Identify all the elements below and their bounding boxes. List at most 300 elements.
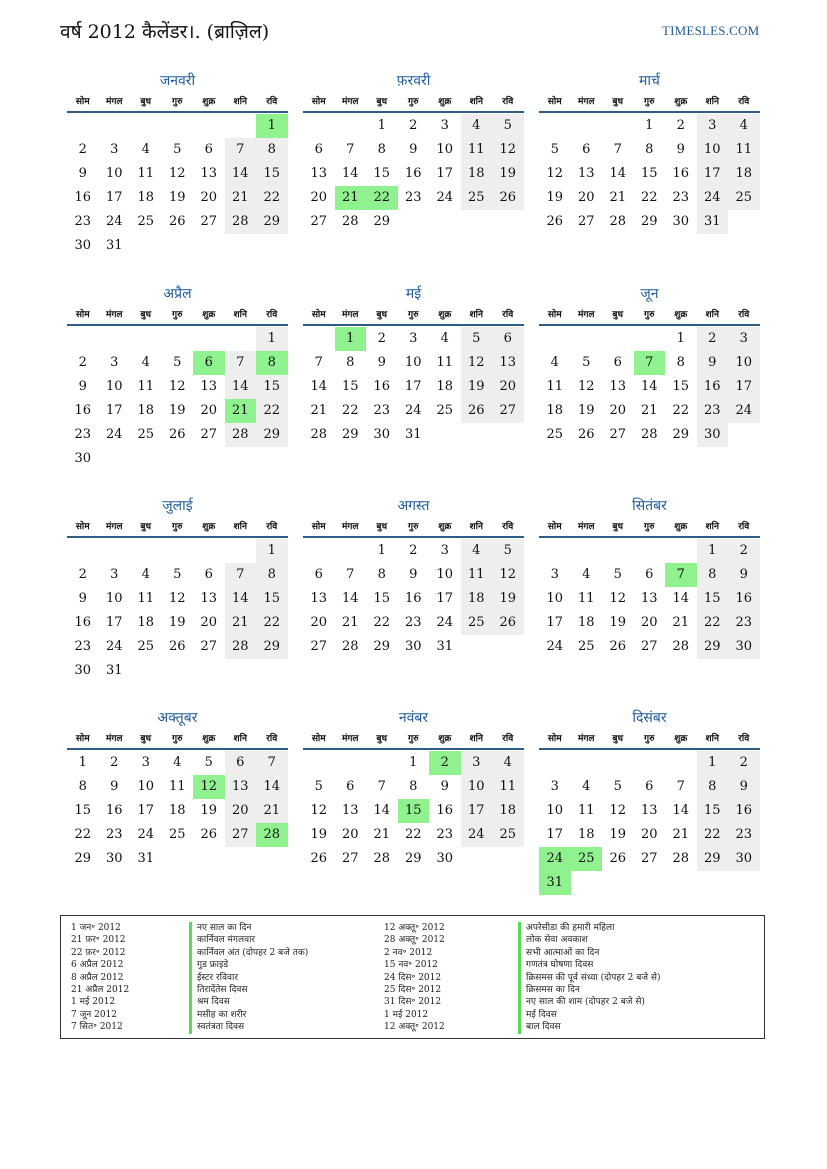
weekday-header: शुक्र <box>438 734 452 744</box>
weekday-header: रवि <box>502 734 514 744</box>
weekday-header: बुध <box>376 522 388 532</box>
day-cell: 8 <box>409 779 418 794</box>
day-cell: 27 <box>640 639 658 654</box>
weekday-header: रवि <box>738 522 750 532</box>
day-cell: 11 <box>577 591 595 606</box>
day-cell: 1 <box>697 539 729 563</box>
day-cell: 9 <box>110 779 119 794</box>
month-name: अप्रैल <box>163 286 192 302</box>
day-cell: 19 <box>492 162 524 186</box>
weekday-header: रवि <box>266 310 278 320</box>
day-cell: 15 <box>74 803 92 818</box>
holiday-legend <box>60 915 765 1039</box>
day-cell: 4 <box>440 331 449 346</box>
day-cell: 12 <box>492 138 524 162</box>
day-cell: 14 <box>341 591 359 606</box>
day-cell: 30 <box>74 451 92 466</box>
day-cell: 16 <box>697 375 729 399</box>
weekday-header: रवि <box>738 310 750 320</box>
holiday-day-cell: 22 <box>366 186 398 210</box>
month-name: अक्तूबर <box>157 710 198 726</box>
day-cell: 19 <box>310 827 328 842</box>
day-cell: 4 <box>492 751 524 775</box>
holiday-day-cell: 7 <box>665 563 697 587</box>
day-cell: 3 <box>409 331 418 346</box>
day-cell: 25 <box>577 639 595 654</box>
day-cell: 1 <box>377 543 386 558</box>
day-cell: 23 <box>74 427 92 442</box>
day-cell: 22 <box>341 403 359 418</box>
weekday-header: सोम <box>547 97 562 107</box>
day-cell: 11 <box>436 355 454 370</box>
day-cell: 27 <box>577 214 595 229</box>
month-name: जनवरी <box>159 73 196 89</box>
day-cell: 26 <box>461 399 493 423</box>
legend-date: 31 दिस॰ 2012 <box>384 997 442 1008</box>
day-cell: 17 <box>105 615 123 630</box>
legend-holiday-name: लोक सेवा अवकाश <box>518 934 588 946</box>
day-cell: 25 <box>461 186 493 210</box>
weekday-header: बुध <box>140 310 152 320</box>
day-cell: 12 <box>168 166 186 181</box>
day-cell: 26 <box>168 214 186 229</box>
day-cell: 8 <box>377 142 386 157</box>
day-cell: 4 <box>141 142 150 157</box>
day-cell: 4 <box>173 755 182 770</box>
weekday-header: शनि <box>705 310 719 320</box>
day-cell: 14 <box>310 379 328 394</box>
legend-holiday-name: अपरेसीडा की हमारी महिला <box>518 922 615 934</box>
day-cell: 3 <box>110 567 119 582</box>
day-cell: 10 <box>137 779 155 794</box>
day-cell: 30 <box>672 214 690 229</box>
day-cell: 16 <box>404 591 422 606</box>
legend-holiday-name: गणतंत्र घोषणा दिवस <box>518 959 593 971</box>
weekday-header: मंगल <box>341 522 359 532</box>
month-name: नवंबर <box>398 710 429 726</box>
day-cell: 6 <box>225 751 257 775</box>
month-name: दिसंबर <box>632 710 667 726</box>
day-cell: 30 <box>728 635 760 659</box>
weekday-header: मंगल <box>105 522 123 532</box>
legend-holiday-name: गुड फ्राइडे <box>189 959 228 971</box>
day-cell: 16 <box>728 799 760 823</box>
day-cell: 18 <box>137 403 155 418</box>
day-cell: 17 <box>105 403 123 418</box>
day-cell: 2 <box>697 327 729 351</box>
weekday-header: मंगल <box>341 734 359 744</box>
day-cell: 18 <box>168 803 186 818</box>
weekday-header: गुरु <box>172 522 183 532</box>
weekday-header: बुध <box>612 97 624 107</box>
day-cell: 3 <box>110 142 119 157</box>
day-cell: 10 <box>436 567 454 582</box>
day-cell: 15 <box>672 379 690 394</box>
day-cell: 30 <box>697 423 729 447</box>
day-cell: 27 <box>200 427 218 442</box>
day-cell: 18 <box>461 162 493 186</box>
day-cell: 22 <box>373 615 391 630</box>
day-cell: 13 <box>200 379 218 394</box>
weekday-header: सोम <box>311 310 326 320</box>
legend-date: 8 अप्रैल 2012 <box>71 972 124 983</box>
day-cell: 10 <box>697 138 729 162</box>
day-cell: 6 <box>582 142 591 157</box>
day-cell: 11 <box>461 138 493 162</box>
day-cell: 14 <box>609 166 627 181</box>
day-cell: 26 <box>609 639 627 654</box>
day-cell: 19 <box>577 403 595 418</box>
legend-date: 7 सित॰ 2012 <box>71 1022 123 1033</box>
holiday-day-cell: 24 <box>539 847 571 871</box>
day-cell: 20 <box>640 615 658 630</box>
holiday-day-cell: 28 <box>256 823 288 847</box>
weekday-header: रवि <box>738 734 750 744</box>
day-cell: 2 <box>78 355 87 370</box>
day-cell: 10 <box>105 591 123 606</box>
day-cell: 10 <box>728 351 760 375</box>
day-cell: 20 <box>577 190 595 205</box>
day-cell: 26 <box>168 427 186 442</box>
day-cell: 31 <box>105 238 123 253</box>
holiday-day-cell: 21 <box>335 186 367 210</box>
weekday-header: बुध <box>376 97 388 107</box>
day-cell: 5 <box>173 567 182 582</box>
day-cell: 17 <box>436 591 454 606</box>
weekday-header: शुक्र <box>202 310 216 320</box>
day-cell: 30 <box>74 663 92 678</box>
legend-holiday-name: क्रिसमस का दिन <box>518 984 580 996</box>
day-cell: 5 <box>173 355 182 370</box>
day-cell: 25 <box>436 403 454 418</box>
day-cell: 23 <box>404 190 422 205</box>
day-cell: 29 <box>404 851 422 866</box>
day-cell: 2 <box>728 539 760 563</box>
weekday-header: बुध <box>376 310 388 320</box>
legend-date: 15 नव॰ 2012 <box>384 960 438 971</box>
day-cell: 15 <box>697 799 729 823</box>
day-cell: 12 <box>577 379 595 394</box>
day-cell: 23 <box>105 827 123 842</box>
day-cell: 27 <box>640 851 658 866</box>
day-cell: 23 <box>436 827 454 842</box>
legend-holiday-name: ईस्टर रविवार <box>189 972 238 984</box>
day-cell: 12 <box>168 591 186 606</box>
day-cell: 28 <box>672 851 690 866</box>
day-cell: 4 <box>728 114 760 138</box>
day-cell: 21 <box>256 799 288 823</box>
day-cell: 20 <box>200 403 218 418</box>
day-cell: 22 <box>256 611 288 635</box>
day-cell: 18 <box>137 615 155 630</box>
day-cell: 30 <box>404 639 422 654</box>
weekday-header: शुक्र <box>438 310 452 320</box>
weekday-header: शुक्र <box>438 522 452 532</box>
day-cell: 20 <box>640 827 658 842</box>
day-cell: 12 <box>310 803 328 818</box>
month-header-rule <box>67 324 288 326</box>
day-cell: 17 <box>461 799 493 823</box>
legend-holiday-name: स्वतंत्रता दिवस <box>189 1021 244 1033</box>
day-cell: 4 <box>141 355 150 370</box>
day-cell: 14 <box>341 166 359 181</box>
day-cell: 3 <box>461 751 493 775</box>
day-cell: 3 <box>550 567 559 582</box>
day-cell: 7 <box>346 567 355 582</box>
weekday-header: गुरु <box>172 310 183 320</box>
day-cell: 29 <box>256 635 288 659</box>
day-cell: 29 <box>256 210 288 234</box>
weekday-header: शनि <box>469 734 483 744</box>
weekday-header: शनि <box>469 97 483 107</box>
weekday-header: सोम <box>75 522 90 532</box>
day-cell: 29 <box>640 214 658 229</box>
day-cell: 4 <box>461 114 493 138</box>
day-cell: 23 <box>373 403 391 418</box>
weekday-header: शुक्र <box>202 97 216 107</box>
day-cell: 16 <box>373 379 391 394</box>
day-cell: 28 <box>341 214 359 229</box>
weekday-header: शनि <box>233 734 247 744</box>
day-cell: 5 <box>492 539 524 563</box>
day-cell: 24 <box>137 827 155 842</box>
day-cell: 17 <box>436 166 454 181</box>
day-cell: 29 <box>697 635 729 659</box>
day-cell: 5 <box>173 142 182 157</box>
day-cell: 28 <box>609 214 627 229</box>
day-cell: 27 <box>341 851 359 866</box>
day-cell: 27 <box>225 823 257 847</box>
day-cell: 12 <box>609 803 627 818</box>
weekday-header: गुरु <box>408 734 419 744</box>
day-cell: 26 <box>577 427 595 442</box>
day-cell: 17 <box>404 379 422 394</box>
weekday-header: शनि <box>233 310 247 320</box>
day-cell: 6 <box>645 567 654 582</box>
day-cell: 4 <box>582 567 591 582</box>
weekday-header: गुरु <box>408 97 419 107</box>
day-cell: 27 <box>200 639 218 654</box>
day-cell: 16 <box>74 403 92 418</box>
day-cell: 13 <box>200 591 218 606</box>
month-header-rule <box>67 111 288 113</box>
month-header-rule <box>303 748 524 750</box>
day-cell: 19 <box>609 615 627 630</box>
day-cell: 8 <box>256 563 288 587</box>
weekday-header: सोम <box>75 310 90 320</box>
day-cell: 5 <box>613 779 622 794</box>
day-cell: 25 <box>728 186 760 210</box>
legend-date: 7 जून 2012 <box>71 1009 118 1020</box>
weekday-header: शुक्र <box>202 522 216 532</box>
weekday-header: रवि <box>266 97 278 107</box>
day-cell: 26 <box>546 214 564 229</box>
day-cell: 1 <box>256 539 288 563</box>
weekday-header: मंगल <box>577 522 595 532</box>
day-cell: 13 <box>310 166 328 181</box>
day-cell: 1 <box>377 118 386 133</box>
holiday-day-cell: 6 <box>193 351 225 375</box>
day-cell: 16 <box>74 615 92 630</box>
legend-date: 12 अक्तू॰ 2012 <box>384 1022 445 1033</box>
weekday-header: मंगल <box>341 97 359 107</box>
day-cell: 15 <box>341 379 359 394</box>
day-cell: 30 <box>373 427 391 442</box>
day-cell: 31 <box>137 851 155 866</box>
day-cell: 2 <box>728 751 760 775</box>
day-cell: 20 <box>310 615 328 630</box>
day-cell: 27 <box>310 214 328 229</box>
weekday-header: शुक्र <box>674 522 688 532</box>
day-cell: 20 <box>341 827 359 842</box>
day-cell: 24 <box>697 186 729 210</box>
day-cell: 13 <box>200 166 218 181</box>
day-cell: 2 <box>409 543 418 558</box>
day-cell: 2 <box>377 331 386 346</box>
legend-date: 21 अप्रैल 2012 <box>71 985 130 995</box>
day-cell: 8 <box>645 142 654 157</box>
day-cell: 8 <box>78 779 87 794</box>
day-cell: 15 <box>640 166 658 181</box>
day-cell: 19 <box>546 190 564 205</box>
month-header-rule <box>539 536 760 538</box>
day-cell: 24 <box>546 639 564 654</box>
day-cell: 16 <box>672 166 690 181</box>
day-cell: 8 <box>346 355 355 370</box>
day-cell: 31 <box>436 639 454 654</box>
day-cell: 15 <box>697 587 729 611</box>
legend-holiday-name: नए साल की शाम (दोपहर 2 बजे से) <box>518 996 645 1008</box>
legend-date: 1 जन॰ 2012 <box>71 923 121 933</box>
day-cell: 31 <box>105 663 123 678</box>
legend-date: 1 मई 2012 <box>384 1009 429 1020</box>
day-cell: 11 <box>137 166 155 181</box>
day-cell: 26 <box>310 851 328 866</box>
day-cell: 30 <box>105 851 123 866</box>
day-cell: 7 <box>613 142 622 157</box>
weekday-header: शनि <box>233 97 247 107</box>
day-cell: 26 <box>200 827 218 842</box>
day-cell: 4 <box>550 355 559 370</box>
day-cell: 6 <box>492 327 524 351</box>
holiday-day-cell: 7 <box>634 351 666 375</box>
day-cell: 14 <box>373 803 391 818</box>
day-cell: 28 <box>225 210 257 234</box>
day-cell: 28 <box>225 423 257 447</box>
day-cell: 24 <box>436 190 454 205</box>
day-cell: 11 <box>461 563 493 587</box>
day-cell: 7 <box>225 138 257 162</box>
day-cell: 31 <box>404 427 422 442</box>
day-cell: 2 <box>78 567 87 582</box>
weekday-header: रवि <box>502 522 514 532</box>
day-cell: 7 <box>377 779 386 794</box>
day-cell: 11 <box>137 591 155 606</box>
weekday-header: बुध <box>612 522 624 532</box>
day-cell: 11 <box>728 138 760 162</box>
day-cell: 11 <box>137 379 155 394</box>
day-cell: 5 <box>582 355 591 370</box>
day-cell: 10 <box>105 379 123 394</box>
month-name: अगस्त <box>397 498 430 514</box>
month-header-rule <box>539 324 760 326</box>
day-cell: 22 <box>74 827 92 842</box>
day-cell: 11 <box>168 779 186 794</box>
day-cell: 30 <box>74 238 92 253</box>
day-cell: 7 <box>225 563 257 587</box>
day-cell: 27 <box>492 399 524 423</box>
day-cell: 7 <box>676 779 685 794</box>
day-cell: 26 <box>492 611 524 635</box>
day-cell: 14 <box>672 591 690 606</box>
day-cell: 13 <box>341 803 359 818</box>
day-cell: 18 <box>577 827 595 842</box>
holiday-day-cell: 8 <box>256 351 288 375</box>
weekday-header: बुध <box>140 97 152 107</box>
day-cell: 11 <box>492 775 524 799</box>
day-cell: 8 <box>676 355 685 370</box>
day-cell: 13 <box>225 775 257 799</box>
weekday-header: रवि <box>738 97 750 107</box>
weekday-header: गुरु <box>408 522 419 532</box>
weekday-header: शुक्र <box>674 310 688 320</box>
legend-holiday-name: श्रम दिवस <box>189 996 230 1008</box>
day-cell: 25 <box>137 427 155 442</box>
brand-logo-text[interactable]: TIMESLES.COM <box>662 23 760 38</box>
day-cell: 13 <box>577 166 595 181</box>
day-cell: 29 <box>74 851 92 866</box>
day-cell: 10 <box>546 591 564 606</box>
day-cell: 8 <box>697 775 729 799</box>
day-cell: 4 <box>461 539 493 563</box>
day-cell: 22 <box>256 186 288 210</box>
day-cell: 22 <box>697 611 729 635</box>
legend-holiday-name: बाल दिवस <box>518 1021 561 1033</box>
day-cell: 9 <box>377 355 386 370</box>
month-name: जुलाई <box>162 498 193 514</box>
day-cell: 24 <box>105 427 123 442</box>
day-cell: 11 <box>577 803 595 818</box>
day-cell: 17 <box>546 827 564 842</box>
weekday-header: रवि <box>266 522 278 532</box>
day-cell: 14 <box>225 587 257 611</box>
month-header-rule <box>539 111 760 113</box>
weekday-header: गुरु <box>644 97 655 107</box>
day-cell: 28 <box>373 851 391 866</box>
day-cell: 26 <box>492 186 524 210</box>
weekday-header: सोम <box>311 522 326 532</box>
day-cell: 31 <box>697 210 729 234</box>
day-cell: 21 <box>672 615 690 630</box>
day-cell: 5 <box>550 142 559 157</box>
month-header-rule <box>539 748 760 750</box>
day-cell: 28 <box>341 639 359 654</box>
day-cell: 6 <box>314 567 323 582</box>
day-cell: 7 <box>225 351 257 375</box>
day-cell: 22 <box>697 823 729 847</box>
day-cell: 6 <box>346 779 355 794</box>
day-cell: 24 <box>436 615 454 630</box>
legend-holiday-name: क्रिसमस की पूर्व संध्या (दोपहर 2 बजे से) <box>518 972 661 984</box>
day-cell: 5 <box>492 114 524 138</box>
day-cell: 21 <box>373 827 391 842</box>
day-cell: 3 <box>440 118 449 133</box>
legend-date: 24 दिस॰ 2012 <box>384 972 442 983</box>
day-cell: 21 <box>225 611 257 635</box>
day-cell: 18 <box>436 379 454 394</box>
day-cell: 18 <box>728 162 760 186</box>
month-name: फ़रवरी <box>396 73 431 89</box>
